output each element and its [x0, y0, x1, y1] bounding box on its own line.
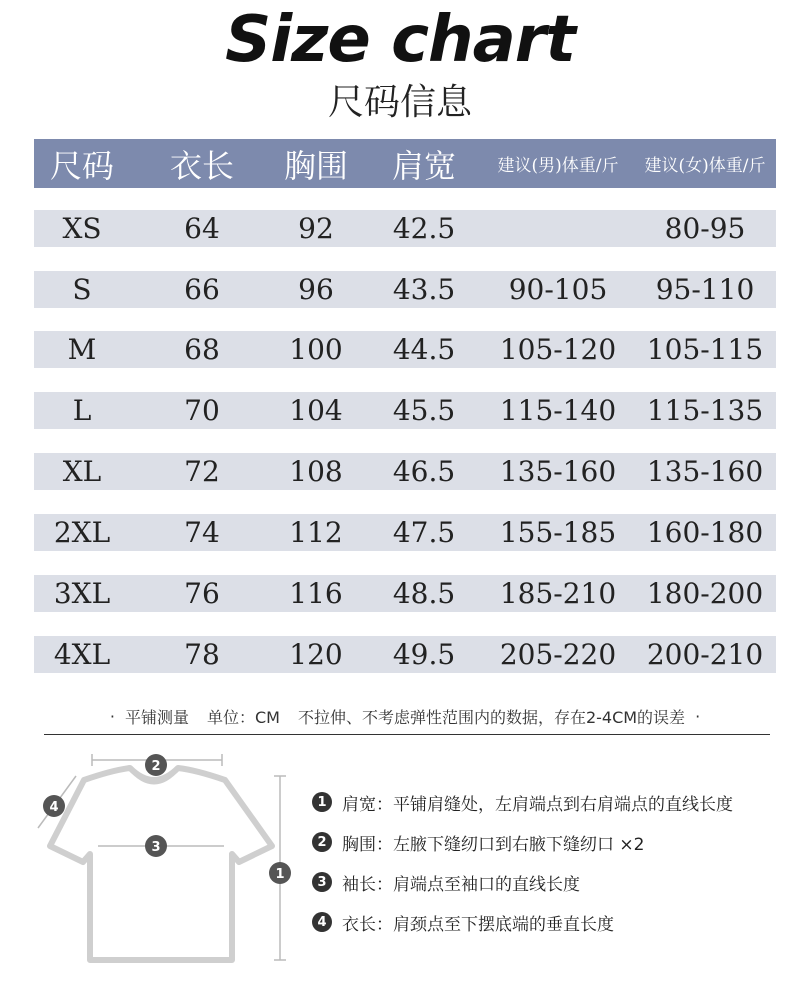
shoulder-cell: 45.5 — [392, 394, 456, 427]
shoulder-cell: 48.5 — [392, 577, 456, 610]
legend-number: 3 — [312, 872, 332, 892]
page-title: Size chart — [225, 3, 575, 77]
male-weight-cell: 90-105 — [508, 273, 608, 306]
note-unit: 单位：CM — [206, 707, 280, 727]
svg-text:3: 3 — [151, 840, 161, 855]
shoulder-cell: 43.5 — [392, 273, 456, 306]
header-shoulder: 肩宽 — [391, 146, 456, 185]
male-weight-cell — [488, 210, 628, 247]
female-weight-cell: 200-210 — [646, 638, 764, 671]
legend-item-sleeve — [312, 862, 792, 902]
male-weight-cell: 155-185 — [499, 516, 617, 549]
legend-number: 1 — [312, 792, 332, 812]
header-chest: 胸围 — [283, 146, 348, 185]
legend-text: 胸围：左腋下缝纫口到右腋下缝纫口 ×2 — [342, 834, 645, 855]
length-cell: 70 — [184, 394, 220, 427]
shoulder-cell: 49.5 — [392, 638, 456, 671]
length-cell: 78 — [184, 638, 220, 671]
female-weight-cell: 105-115 — [646, 333, 764, 366]
badge-4 — [43, 795, 65, 817]
note-method: 平铺测量 — [124, 707, 189, 727]
female-weight-cell: 80-95 — [664, 212, 746, 245]
chest-cell: 120 — [289, 638, 343, 671]
header-female-weight: 建议(女)体重/斤 — [644, 156, 766, 176]
size-cell: S — [72, 273, 92, 306]
length-cell: 74 — [184, 516, 220, 549]
page-subtitle: 尺码信息 — [327, 82, 472, 123]
legend-item-length — [312, 902, 792, 942]
size-cell: L — [72, 394, 92, 427]
shoulder-cell: 47.5 — [392, 516, 456, 549]
tshirt-diagram — [18, 748, 308, 973]
length-cell: 68 — [184, 333, 220, 366]
length-cell: 64 — [184, 212, 220, 245]
note-bullet-end: · — [695, 706, 701, 726]
shoulder-cell: 46.5 — [392, 455, 456, 488]
legend-text: 袖长：肩端点至袖口的直线长度 — [342, 874, 580, 895]
badge-2 — [145, 754, 167, 776]
measurement-legend — [312, 782, 792, 942]
chest-cell: 116 — [289, 577, 343, 610]
shoulder-cell: 42.5 — [392, 212, 456, 245]
header-length: 衣长 — [169, 146, 234, 185]
header-male-weight: 建议(男)体重/斤 — [497, 156, 619, 176]
svg-text:4: 4 — [49, 800, 59, 815]
female-weight-cell: 160-180 — [646, 516, 764, 549]
divider — [44, 734, 770, 735]
legend-item-shoulder — [312, 782, 792, 822]
chest-cell: 104 — [289, 394, 343, 427]
tshirt-outline — [50, 768, 272, 960]
note-bullet: · — [109, 706, 115, 726]
size-cell: 2XL — [53, 516, 111, 549]
female-weight-cell: 135-160 — [646, 455, 764, 488]
badge-1 — [269, 862, 291, 884]
table-header — [34, 139, 776, 188]
table-row — [34, 636, 776, 673]
legend-text: 衣长：肩颈点至下摆底端的垂直长度 — [342, 914, 614, 935]
male-weight-cell: 115-140 — [499, 394, 617, 427]
male-weight-cell: 185-210 — [499, 577, 617, 610]
male-weight-cell: 135-160 — [499, 455, 617, 488]
length-cell: 66 — [184, 273, 220, 306]
size-cell: XS — [62, 212, 102, 245]
size-cell: 3XL — [53, 577, 111, 610]
note-disclaimer: 不拉伸、不考虑弹性范围内的数据，存在2-4CM的误差 — [297, 707, 686, 727]
legend-number: 4 — [312, 912, 332, 932]
male-weight-cell: 105-120 — [499, 333, 617, 366]
length-cell: 76 — [184, 577, 220, 610]
measurement-note — [44, 700, 766, 732]
table-row — [34, 453, 776, 490]
size-cell: XL — [62, 455, 102, 488]
legend-text: 肩宽：平铺肩缝处，左肩端点到右肩端点的直线长度 — [342, 794, 733, 815]
female-weight-cell: 180-200 — [646, 577, 764, 610]
male-weight-cell: 205-220 — [499, 638, 617, 671]
size-cell: M — [67, 333, 97, 366]
chest-cell: 96 — [298, 273, 334, 306]
table-row — [34, 514, 776, 551]
table-row — [34, 575, 776, 612]
header-size: 尺码 — [49, 146, 114, 185]
chest-cell: 112 — [289, 516, 343, 549]
chest-cell: 100 — [289, 333, 343, 366]
table-row — [34, 210, 776, 247]
table-row — [34, 331, 776, 368]
badge-3 — [145, 835, 167, 857]
table-row — [34, 392, 776, 429]
length-cell: 72 — [184, 455, 220, 488]
svg-text:1: 1 — [275, 867, 285, 882]
legend-number: 2 — [312, 832, 332, 852]
chest-cell: 92 — [298, 212, 334, 245]
legend-item-chest — [312, 822, 792, 862]
size-cell: 4XL — [53, 638, 111, 671]
female-weight-cell: 115-135 — [646, 394, 764, 427]
female-weight-cell: 95-110 — [655, 273, 755, 306]
svg-text:2: 2 — [151, 759, 161, 774]
table-row — [34, 271, 776, 308]
shoulder-cell: 44.5 — [392, 333, 456, 366]
chest-cell: 108 — [289, 455, 343, 488]
